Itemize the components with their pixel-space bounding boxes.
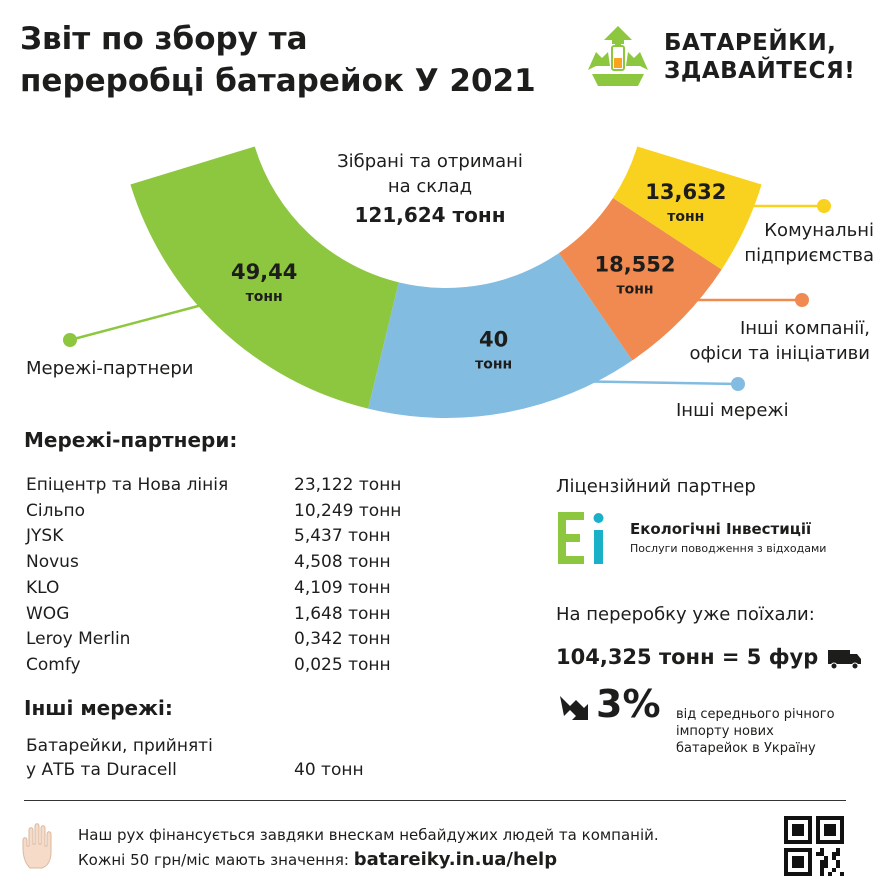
- partner-name: Епіцентр та Нова лінія: [26, 475, 229, 495]
- callout-dot: [731, 377, 745, 391]
- callout-partners: Мережі-партнери: [26, 358, 194, 379]
- slice-value-label: 40: [479, 327, 509, 352]
- partner-value: 4,109 тонн: [294, 577, 391, 598]
- ei-logo-icon: [556, 508, 616, 568]
- partner-value: 0,025 тонн: [294, 654, 391, 675]
- other-networks-text: Батарейки, прийняті у АТБ та Duracell: [26, 736, 213, 780]
- partners-heading: Мережі-партнери:: [24, 428, 238, 452]
- recycled-label: На переробку уже поїхали:: [556, 604, 815, 625]
- truck-icon: [828, 648, 862, 670]
- other-networks-heading: Інші мережі:: [24, 696, 173, 720]
- table-row: [26, 500, 401, 522]
- partner-value: 10,249 тонн: [294, 500, 402, 521]
- partner-name: JYSK: [26, 526, 64, 547]
- import-percent-note: від середнього річного імпорту нових батарейок в Україну: [676, 707, 835, 756]
- hand-icon: [20, 822, 64, 870]
- table-row: [26, 654, 391, 676]
- qr-code-icon[interactable]: [784, 816, 844, 876]
- footer-divider: [24, 800, 846, 801]
- slice-unit-label: тонн: [475, 356, 513, 373]
- page-title: [20, 18, 560, 102]
- callout-dot: [795, 293, 809, 307]
- partner-value: 23,122 тонн: [294, 475, 402, 495]
- slice-value-label: 49,44: [230, 259, 298, 284]
- table-row: [26, 628, 391, 650]
- partner-company-name: Екологічні Інвестиції: [630, 520, 812, 538]
- partner-name: WOG: [26, 603, 70, 624]
- partner-value: 5,437 тонн: [294, 526, 391, 547]
- footer-text-2: Кожні 50 грн/міс мають значення: batareiky.in.ua/help: [78, 849, 558, 870]
- chart-center-label: Зібрані та отримані на склад 121,624 тонн: [300, 149, 560, 228]
- callout-other-networks: Інші мережі: [676, 400, 789, 421]
- callout-dot: [63, 333, 77, 347]
- table-row: [26, 577, 391, 599]
- slice-unit-label: тонн: [667, 208, 705, 225]
- slice-value-label: 18,552: [594, 252, 676, 277]
- donate-link[interactable]: batareiky.in.ua/help: [353, 849, 558, 870]
- title-line-1: Звіт по збору та: [20, 21, 308, 57]
- table-row: [26, 603, 391, 625]
- callout-other-companies: Інші компанії, офіси та ініціативи: [689, 318, 870, 364]
- recycle-battery-icon: [580, 22, 656, 92]
- partner-value: 1,648 тонн: [294, 603, 391, 624]
- table-row: [26, 474, 401, 496]
- down-arrow-icon: [558, 692, 590, 724]
- footer-text-1: Наш рух фінансується завдяки внескам небайдужих людей та компаній.: [78, 826, 659, 844]
- chart-total: 121,624 тонн: [354, 203, 506, 227]
- callout-dot: [817, 199, 831, 213]
- partner-name: KLO: [26, 577, 60, 598]
- partner-company-subtitle: Послуги поводження з відходами: [630, 542, 827, 555]
- callout-communal: Комунальні підприємства: [744, 220, 874, 266]
- slice-unit-label: тонн: [245, 288, 283, 305]
- partner-value: 4,508 тонн: [294, 552, 391, 573]
- table-row: [26, 551, 391, 573]
- licensed-partner-label: Ліцензійний партнер: [556, 476, 756, 497]
- partner-name: Novus: [26, 552, 79, 573]
- title-line-2: переробці батарейок У 2021: [20, 63, 536, 99]
- import-percent: 3%: [596, 682, 661, 726]
- slice-value-label: 13,632: [645, 179, 727, 204]
- slice-unit-label: тонн: [616, 281, 654, 298]
- other-networks-value: 40 тонн: [294, 760, 364, 780]
- table-row: [26, 525, 391, 547]
- brand-name: БАТАРЕЙКИ, ЗДАВАЙТЕСЯ!: [664, 30, 856, 84]
- recycled-amount: 104,325 тонн = 5 фур: [556, 645, 819, 669]
- partner-value: 0,342 тонн: [294, 629, 391, 650]
- partner-name: Comfy: [26, 654, 81, 675]
- partner-name: Leroy Merlin: [26, 629, 131, 650]
- partner-name: Сільпо: [26, 500, 85, 521]
